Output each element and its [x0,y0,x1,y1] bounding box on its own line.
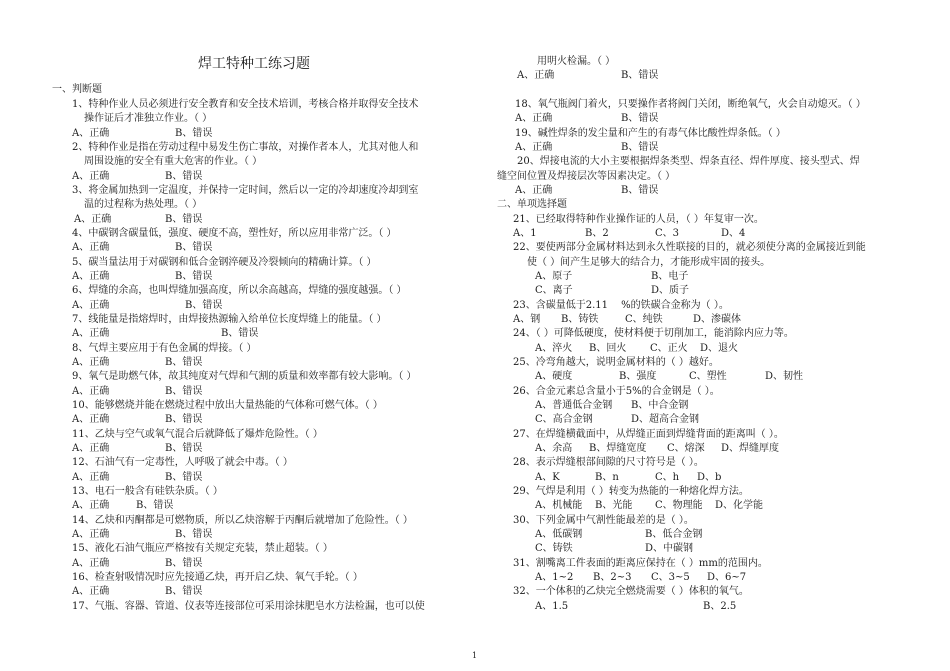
text-line: A、正确 [515,142,553,153]
text-line: 7、线能量是指熔焊时，由焊接热源输入给单位长度焊缝上的能量。（ ） [72,314,387,325]
text-line: A、正确 [515,185,553,196]
text-line: 1、特种作业人员必须进行安全教育和安全技术培训，考核合格并取得安全技术 [72,99,419,110]
option-b: B、错误 [165,443,203,454]
text-line: A、原子 [535,271,573,282]
page-title: 焊工特种工练习题 [198,56,310,72]
text-line: C、离子 [535,285,573,296]
option-b: B、错误 [621,113,659,124]
text-line: A、正确 [515,113,553,124]
option-b: B、2.5 [703,601,737,612]
option-b: B、错误 [165,386,203,397]
text-line: 15、液化石油气瓶应严格按有关规定充装，禁止超装。（ ） [72,543,333,554]
text-line: 26、合金元素总含量小于5%的合金钢是（ ）。 [513,386,720,397]
option-d: D、焊缝厚度 [721,443,780,454]
option-d: D、韧性 [765,371,804,382]
text-line: 32、一个体积的乙炔完全燃烧需要（ ）体积的氧气。 [513,586,749,597]
option-b: B、错误 [621,70,659,81]
text-line: 一、判断题 [52,84,102,95]
text-line: 14、乙炔和丙酮都是可燃物质，所以乙炔溶解于丙酮后就增加了危险性。（ ） [72,515,413,526]
text-line: 22、要使两部分金属材料达到永久性联接的目的，就必须使分离的金属接近到能 [513,242,866,253]
text-line: A、正确 [72,386,110,397]
option-b: B、中合金钢 [631,400,689,411]
text-line: 23、含碳量低于2.11 %的铁碳合金称为（ ）。 [513,300,729,311]
text-line: 20、焊接电流的大小主要根据焊条类型、焊条直径、焊件厚度、接头型式、焊 [517,156,860,167]
text-line: A、1~2 [535,572,574,583]
option-b: B、错误 [165,414,203,425]
option-b: B、强度 [619,371,657,382]
option-b: D、超高合金钢 [631,414,700,425]
text-line: A、正确 [72,271,110,282]
text-line: 31、割嘴离工件表面的距离应保持在（ ）mm的范围内。 [513,558,768,569]
text-line: A、正确 [72,472,110,483]
option-c: C、3~5 [651,572,690,583]
option-c: C、塑性 [689,371,727,382]
text-line: A、正确 [72,558,110,569]
text-line: 25、冷弯角越大，说明金属材料的（ ）越好。 [513,357,719,368]
option-b: B、错误 [165,214,203,225]
option-b: B、错误 [175,529,213,540]
text-line: 29、气焊是利用（ ）转变为热能的一种熔化焊方法。 [513,486,749,497]
text-line: 操作证后才准独立作业。（ ） [84,113,213,124]
option-b: B、光能 [595,500,633,511]
text-line: A、正确 [72,500,110,511]
text-line: A、正确 [72,328,110,339]
text-line: 30、下列金属中气割性能最差的是（ ）。 [513,515,694,526]
option-b: B、错误 [136,500,174,511]
text-line: 10、能够燃烧并能在燃烧过程中放出大量热能的气体称可燃气体。（ ） [72,400,383,411]
option-b: B、焊缝宽度 [589,443,647,454]
option-b: B、电子 [651,271,689,282]
option-b: D、中碳钢 [645,543,694,554]
option-b: B、错误 [165,171,203,182]
text-line: A、正确 [72,586,110,597]
text-line: 12、石油气有一定毒性，人呼吸了就会中毒。（ ） [72,457,293,468]
text-line: A、正确 [72,171,110,182]
option-d: D、渗碳体 [693,314,742,325]
option-c: C、正火 [650,343,688,354]
option-d: D、b [697,472,722,483]
option-b: D、质子 [651,285,690,296]
text-line: A、正确 [72,443,110,454]
text-line: A、正确 [517,70,555,81]
option-b: B、错误 [165,472,203,483]
text-line: 11、乙炔与空气或氧气混合后就降低了爆炸危险性。（ ） [72,429,323,440]
option-b: B、错误 [165,357,203,368]
text-line: A、普通低合金钢 [535,400,613,411]
text-line: A、正确 [72,128,110,139]
text-line: 16、检查射吸情况时应先接通乙炔，再开启乙炔、氧气手轮。（ ） [72,572,363,583]
text-line: A、正确 [72,357,110,368]
option-d: D、化学能 [715,500,764,511]
option-b: B、n [595,472,619,483]
text-line: 用明火检漏。（ ） [537,56,616,67]
option-b: B、2~3 [593,572,632,583]
option-b: B、错误 [175,128,213,139]
text-line: 5、碳当量法用于对碳钢和低合金钢淬硬及冷裂倾向的精确计算。（ ） [72,257,377,268]
text-line: A、1.5 [535,601,569,612]
text-line: A、钢 [513,314,541,325]
text-line: 17、气瓶、容器、管道、仪表等连接部位可采用涂抹肥皂水方法检漏，也可以使 [72,601,425,612]
option-b: B、错误 [185,300,223,311]
text-line: 28、表示焊缝根部间隙的尺寸符号是（ ）。 [513,457,704,468]
option-b: B、错误 [165,558,203,569]
option-b: B、低合金钢 [645,529,703,540]
option-c: C、h [655,472,680,483]
option-d: D、6~7 [707,572,747,583]
option-b: B、错误 [221,328,259,339]
option-b: B、错误 [165,586,203,597]
option-c: C、纯铁 [625,314,663,325]
option-b: B、铸铁 [561,314,599,325]
text-line: 21、已经取得特种作业操作证的人员，（ ）年复审一次。 [513,214,764,225]
text-line: 13、电石一般含有硅铁杂质。（ ） [72,486,223,497]
text-line: 18、氧气瓶阀门着火，只要操作者将阀门关闭，断绝氧气，火会自动熄灭。（ ） [515,99,866,110]
text-line: 9、氧气是助燃气体，故其纯度对气焊和气割的质量和效率都有较大影响。（ ） [72,371,417,382]
option-b: B、错误 [175,271,213,282]
option-b: B、错误 [621,185,659,196]
option-d: D、4 [721,228,746,239]
text-line: A、正确 [74,214,112,225]
page-number: 1 [472,651,478,660]
text-line: C、铸铁 [535,543,573,554]
text-line: A、余高 [535,443,573,454]
text-line: A、正确 [72,414,110,425]
text-line: 温的过程称为热处理。（ ） [84,199,203,210]
option-c: C、3 [655,228,680,239]
text-line: 8、气焊主要应用于有色金属的焊接。（ ） [72,343,257,354]
text-line: 4、中碳钢含碳量低，强度、硬度不高，塑性好，所以应用非常广泛。（ ） [72,228,397,239]
option-b: B、错误 [175,242,213,253]
text-line: A、1 [513,228,537,239]
text-line: 周围设施的安全有重大危害的作业。（ ） [84,156,263,167]
text-line: A、正确 [72,300,110,311]
text-line: A、正确 [72,242,110,253]
text-line: A、正确 [72,529,110,540]
text-line: 27、在焊缝横截面中，从焊缝正面到焊缝背面的距离叫（ ）。 [513,429,784,440]
option-b: B、回火 [589,343,627,354]
text-line: 二、单项选择题 [497,199,567,210]
text-line: 3、将金属加热到一定温度，并保持一定时间，然后以一定的冷却速度冷却到室 [72,185,419,196]
text-line: A、K [535,472,560,483]
option-d: D、退火 [700,343,739,354]
text-line: C、高合金钢 [535,414,593,425]
option-b: B、错误 [621,142,659,153]
text-line: A、硬度 [535,371,573,382]
text-line: 使（ ）间产生足够大的结合力，才能形成牢固的接头。 [527,257,771,268]
text-line: 19、碱性焊条的发尘量和产生的有毒气体比酸性焊条低。（ ） [515,128,786,139]
option-c: C、熔深 [667,443,705,454]
text-line: 24、（ ）可降低硬度，使材料便于切削加工，能消除内应力等。 [513,328,794,339]
text-line: 2、特种作业是指在劳动过程中易发生伤亡事故，对操作者本人，尤其对他人和 [72,142,419,153]
option-b: B、2 [585,228,609,239]
text-line: A、淬火 [535,343,573,354]
text-line: 缝空间位置及焊接层次等因素决定。（ ） [497,171,676,182]
text-line: A、机械能 [535,500,583,511]
text-line: 6、焊缝的余高，也叫焊缝加强高度，所以余高越高，焊缝的强度越强。（ ） [72,285,407,296]
text-line: A、低碳钢 [535,529,583,540]
option-c: C、物理能 [655,500,703,511]
